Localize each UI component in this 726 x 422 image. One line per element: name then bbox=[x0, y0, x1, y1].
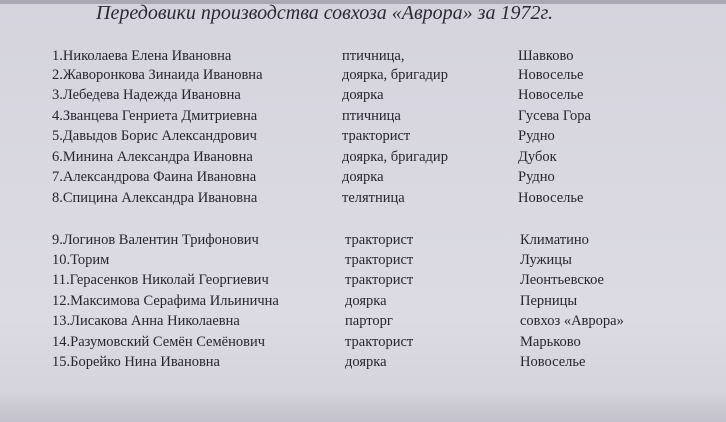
worker-village: Леонтьевское bbox=[520, 272, 604, 288]
worker-job: доярка, бригадир bbox=[342, 149, 448, 165]
list-item bbox=[0, 46, 726, 66]
worker-job: птичница, bbox=[342, 48, 405, 64]
document-title: Передовики производства совхоза «Аврора» за 1972г. bbox=[96, 2, 554, 24]
worker-village: Новоселье bbox=[518, 67, 584, 83]
worker-job: доярка, бригадир bbox=[342, 67, 448, 83]
list-item bbox=[0, 311, 726, 331]
worker-name: 4.Званцева Генриета Дмитриевна bbox=[52, 108, 258, 124]
list-item bbox=[0, 250, 726, 270]
worker-village: Новоселье bbox=[520, 354, 586, 370]
list-item bbox=[0, 106, 726, 126]
worker-job: тракторист bbox=[342, 128, 411, 144]
list-item bbox=[0, 230, 726, 250]
worker-name: 11.Герасенков Николай Георгиевич bbox=[52, 272, 269, 288]
worker-job: доярка bbox=[345, 354, 387, 370]
worker-job: тракторист bbox=[345, 252, 414, 268]
worker-village: Дубок bbox=[518, 149, 557, 165]
worker-name: 2.Жаворонкова Зинаида Ивановна bbox=[52, 67, 263, 83]
worker-name: 1.Николаева Елена Ивановна bbox=[52, 48, 232, 64]
list-item bbox=[0, 332, 726, 352]
worker-village: Марьково bbox=[520, 334, 581, 350]
list-item bbox=[0, 270, 726, 290]
worker-name: 3.Лебедева Надежда Ивановна bbox=[52, 87, 241, 103]
worker-village: Рудно bbox=[518, 169, 555, 185]
worker-name: 15.Борейко Нина Ивановна bbox=[52, 354, 220, 370]
worker-village: Климатино bbox=[520, 232, 589, 248]
worker-job: парторг bbox=[345, 313, 393, 329]
worker-village: Гусева Гора bbox=[518, 108, 591, 124]
worker-job: тракторист bbox=[345, 232, 414, 248]
worker-name: 5.Давыдов Борис Александрович bbox=[52, 128, 257, 144]
list-item bbox=[0, 126, 726, 146]
worker-village: совхоз «Аврора» bbox=[520, 313, 624, 329]
list-item bbox=[0, 85, 726, 105]
list-item bbox=[0, 352, 726, 372]
worker-job: доярка bbox=[342, 87, 384, 103]
worker-village: Новоселье bbox=[518, 87, 584, 103]
worker-name: 9.Логинов Валентин Трифонович bbox=[52, 232, 259, 248]
worker-name: 7.Александрова Фаина Ивановна bbox=[52, 169, 257, 185]
worker-job: тракторист bbox=[345, 334, 414, 350]
worker-job: доярка bbox=[345, 293, 387, 309]
list-item bbox=[0, 147, 726, 167]
worker-name: 13.Лисакова Анна Николаевна bbox=[52, 313, 240, 329]
list-item bbox=[0, 291, 726, 311]
worker-job: телятница bbox=[342, 190, 405, 206]
list-item bbox=[0, 65, 726, 85]
worker-village: Рудно bbox=[518, 128, 555, 144]
list-item bbox=[0, 167, 726, 187]
worker-name: 6.Минина Александра Ивановна bbox=[52, 149, 253, 165]
worker-name: 14.Разумовский Семён Семёнович bbox=[52, 334, 266, 350]
worker-name: 8.Спицина Александра Ивановна bbox=[52, 190, 258, 206]
page-shadow bbox=[0, 392, 726, 422]
worker-job: птичница bbox=[342, 108, 401, 124]
worker-village: Лужицы bbox=[520, 252, 572, 268]
worker-village: Перницы bbox=[520, 293, 578, 309]
worker-name: 12.Максимова Серафима Ильинична bbox=[52, 293, 279, 309]
worker-job: доярка bbox=[342, 169, 384, 185]
worker-job: тракторист bbox=[345, 272, 414, 288]
worker-village: Шавково bbox=[518, 48, 574, 64]
list-item bbox=[0, 188, 726, 208]
worker-village: Новоселье bbox=[518, 190, 584, 206]
worker-name: 10.Торим bbox=[52, 252, 110, 268]
